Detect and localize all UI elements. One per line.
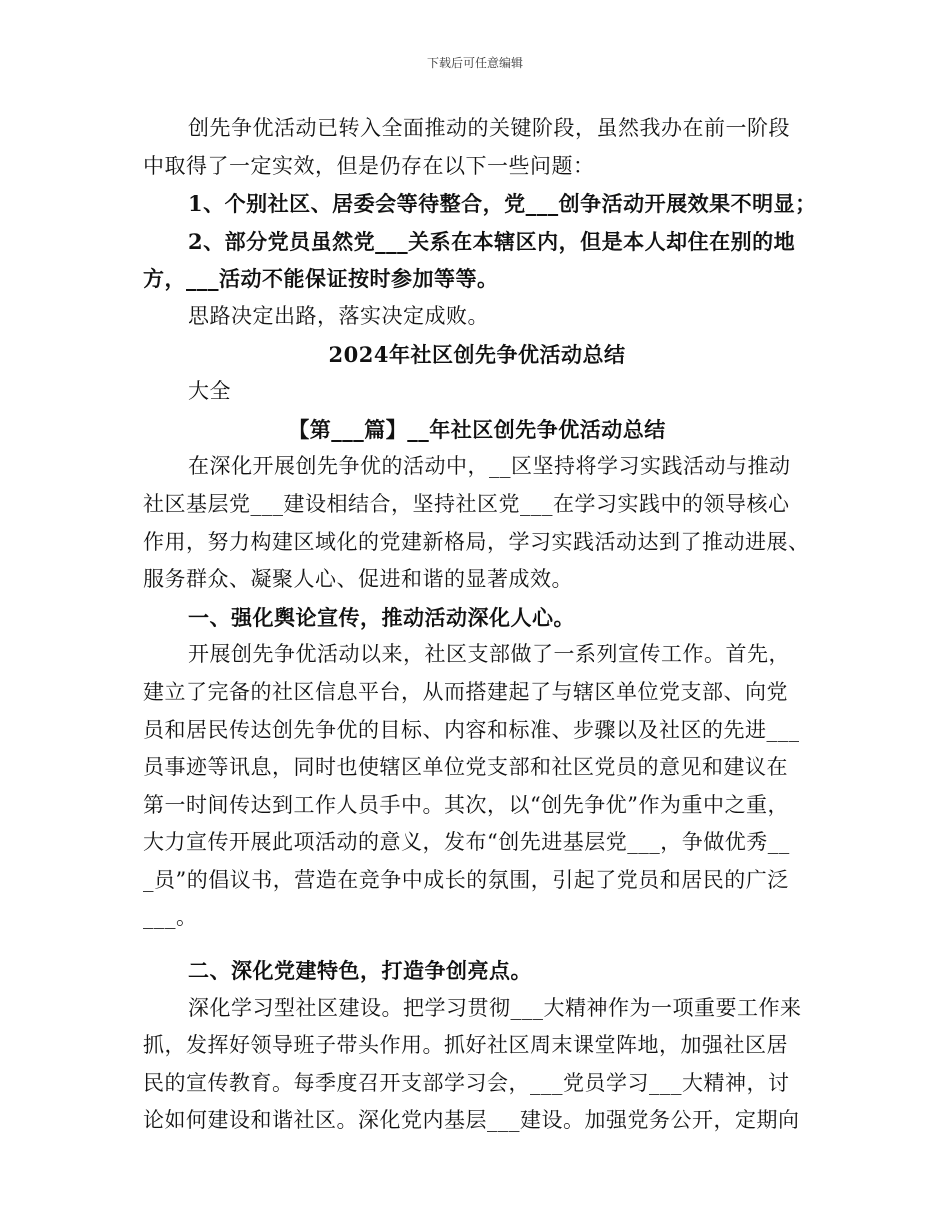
body-line: 作用，努力构建区域化的党建新格局，学习实践活动达到了推动进展、	[143, 529, 810, 554]
body-line: 员事迹等讯息，同时也使辖区单位党支部和社区党员的意见和建议在	[143, 755, 788, 780]
heading-2: 二、深化党建特色，打造争创亮点。	[188, 958, 532, 984]
body-line: 服务群众、凝聚人心、促进和谐的显著成效。	[143, 567, 573, 592]
body-line: 深化学习型社区建设。把学习贯彻___大精神作为一项重要工作来	[188, 995, 802, 1020]
page-header-note: 下载后可任意编辑	[426, 56, 523, 70]
body-line: 开展创先争优活动以来，社区支部做了一系列宣传工作。首先，	[188, 642, 790, 667]
body-line: 大力宣传开展此项活动的意义，发布“创先进基层党___，争做优秀__	[143, 830, 790, 855]
body-line: 创先争优活动已转入全面推动的关键阶段，虽然我办在前一阶段	[188, 116, 790, 140]
body-line: ___。	[143, 905, 198, 930]
document-subtitle: 大全	[188, 379, 231, 404]
document-body	[143, 110, 817, 1140]
body-line: 建立了完备的社区信息平台，从而搭建起了与辖区单位党支部、向党	[143, 679, 788, 704]
body-line: 抓，发挥好领导班子带头作用。抓好社区周末课堂阵地，加强社区居	[143, 1033, 788, 1058]
document-title: 2024年社区创先争优活动总结	[328, 341, 626, 367]
problem-item-2-cont: 方，___活动不能保证按时参加等等。	[143, 266, 499, 292]
body-line: 社区基层党___建设相结合，坚持社区党___在学习实践中的领导核心	[143, 491, 790, 516]
body-line: 思路决定出路，落实决定成败。	[188, 303, 489, 328]
section-title: 【第___篇】__年社区创先争优活动总结	[288, 416, 666, 442]
heading-1: 一、强化舆论宣传，推动活动深化人心。	[188, 604, 575, 630]
body-line: 在深化开展创先争优的活动中，__区坚持将学习实践活动与推动	[188, 454, 791, 479]
body-line: _员”的倡议书，营造在竞争中成长的氛围，引起了党员和居民的广泛	[143, 867, 789, 892]
body-line: 论如何建设和谐社区。深化党内基层___建设。加强党务公开，定期向	[143, 1108, 800, 1133]
body-line: 第一时间传达到工作人员手中。其次，以“创先争优”作为重中之重，	[143, 792, 789, 817]
spacer	[143, 937, 811, 952]
body-line: 员和居民传达创先争优的目标、内容和标准、步骤以及社区的先进___	[143, 717, 800, 742]
body-line: 民的宣传教育。每季度召开支部学习会，___党员学习___大精神，讨	[143, 1070, 790, 1095]
problem-item-1: 1、个别社区、居委会等待整合，党___创争活动开展效果不明显；	[188, 191, 817, 217]
problem-item-2: 2、部分党员虽然党___关系在本辖区内，但是本人却住在别的地	[188, 228, 796, 254]
body-line: 中取得了一定实效，但是仍存在以下一些问题：	[143, 153, 595, 178]
